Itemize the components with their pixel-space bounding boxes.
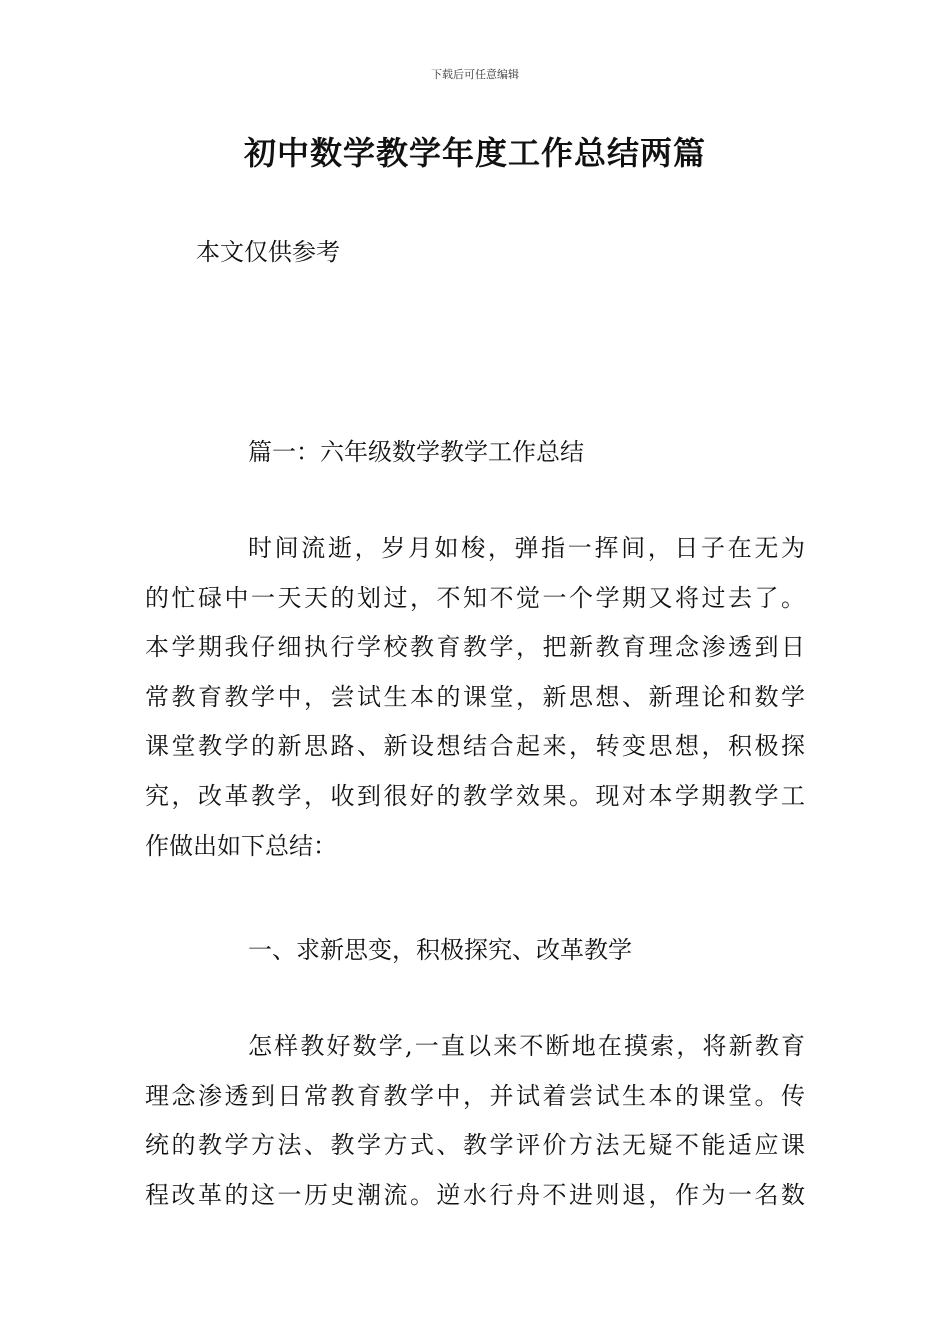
paragraph-line: 究，改革教学，收到很好的教学效果。现对本学期教学工 [145, 781, 805, 810]
paragraph-line: 的忙碌中一天天的划过，不知不觉一个学期又将过去了。 [145, 583, 805, 612]
paragraph-line: 本学期我仔细执行学校教育教学，把新教育理念渗透到日 [145, 633, 805, 662]
paragraph-line: 怎样教好数学,一直以来不断地在摸索，将新教育 [248, 1032, 805, 1060]
paragraph-two [145, 1022, 805, 1220]
paragraph-line: 理念渗透到日常教育教学中，并试着尝试生本的课堂。传 [145, 1081, 805, 1110]
header-note: 下载后可任意编辑 [431, 68, 519, 81]
paragraph-line: 课堂教学的新思路、新设想结合起来，转变思想，积极探 [145, 732, 805, 761]
subheading: 一、求新思变，积极探究、改革教学 [248, 936, 632, 964]
document-title: 初中数学教学年度工作总结两篇 [243, 134, 706, 172]
reference-note: 本文仅供参考 [196, 238, 340, 266]
paragraph-line: 统的教学方法、教学方式、教学评价方法无疑不能适应课 [145, 1131, 805, 1160]
section-heading: 篇一：六年级数学教学工作总结 [248, 438, 584, 466]
paragraph-line: 常教育教学中，尝试生本的课堂，新思想、新理论和数学 [145, 682, 805, 711]
paragraph-line: 时间流逝，岁月如梭，弹指一挥间，日子在无为 [248, 534, 805, 562]
paragraph-line: 程改革的这一历史潮流。逆水行舟不进则退，作为一名数 [145, 1180, 805, 1209]
paragraph-line: 作做出如下总结： [145, 831, 337, 860]
paragraph-one [145, 524, 805, 871]
